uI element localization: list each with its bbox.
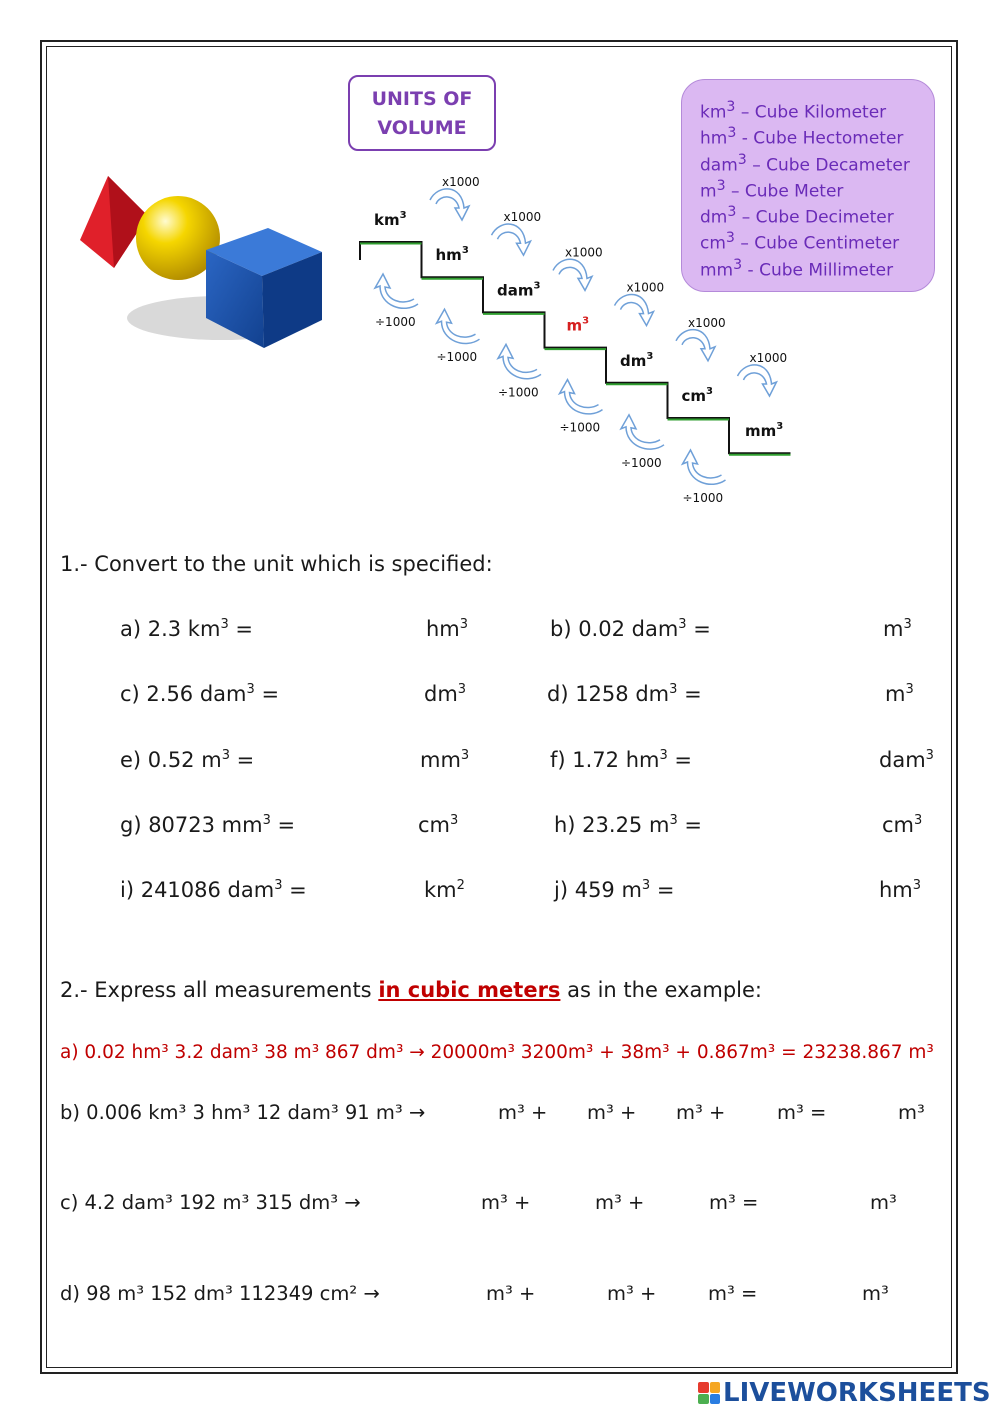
multiply-label: x1000	[503, 210, 542, 225]
brand-logo-icon	[698, 1382, 720, 1404]
exercise-b-expression: b) 0.006 km³ 3 hm³ 12 dam³ 91 m³ →	[60, 1101, 426, 1124]
target-unit: dam$^3$	[879, 748, 934, 772]
divide-arrow-icon	[683, 450, 726, 484]
section2-emphasis: in cubic meters	[378, 978, 561, 1002]
divide-arrow-icon	[437, 309, 480, 343]
target-unit: $cm^3$	[882, 813, 923, 837]
answer-b-slot: m³	[898, 1101, 925, 1124]
multiply-arrow-icon	[430, 189, 469, 220]
divide-arrow-icon	[375, 274, 418, 308]
exercise-c-expression: c) 4.2 dam³ 192 m³ 315 dm³ →	[60, 1191, 361, 1214]
conversion-question: d) 1258 $dm^3$ =	[547, 682, 702, 706]
legend-item: $mm^3$ - Cube Millimeter	[700, 256, 894, 281]
conversion-question: j) 459 $m^3$ =	[554, 878, 675, 902]
conversion-question: i) 241086 dam$^3$ =	[120, 878, 307, 902]
target-unit: $mm^3$	[420, 748, 470, 772]
target-unit: $m^3$	[885, 682, 914, 706]
brand-text: LIVEWORKSHEETS	[723, 1378, 991, 1408]
title-line-2: VOLUME	[377, 117, 467, 139]
answer-b-slot: m³ =	[777, 1101, 827, 1124]
multiply-arrow-icon	[738, 365, 777, 396]
answer-d-slot: m³ +	[486, 1282, 536, 1305]
target-unit: $cm^3$	[418, 813, 459, 837]
target-unit: $km^2$	[424, 878, 465, 902]
multiply-arrow-icon	[492, 224, 531, 255]
multiply-label: x1000	[626, 280, 665, 295]
multiply-arrow-icon	[553, 259, 592, 290]
legend-item: $hm^3$ - Cube Hectometer	[700, 125, 904, 149]
answer-c-slot: m³ +	[481, 1191, 531, 1214]
conversion-question: g) 80723 $mm^3$ =	[120, 813, 296, 837]
answer-c-slot: m³ =	[709, 1191, 759, 1214]
divide-label: ÷1000	[682, 491, 724, 505]
unit-conversion-staircase	[0, 0, 1000, 540]
conversion-question: h) 23.25 $m^3$ =	[554, 813, 702, 837]
answer-b-slot: m³ +	[587, 1101, 637, 1124]
multiply-label: x1000	[442, 175, 480, 189]
unit-label: $km^3$	[374, 210, 407, 229]
unit-label: $cm^3$	[681, 386, 713, 405]
target-unit: $hm^3$	[426, 617, 469, 641]
answer-b-slot: m³ +	[676, 1101, 726, 1124]
divide-label: ÷1000	[559, 420, 601, 435]
target-unit: $hm^3$	[879, 878, 922, 902]
multiply-arrow-icon	[676, 330, 715, 361]
divide-arrow-icon	[621, 415, 664, 449]
conversion-question: e) 0.52 $m^3$ =	[120, 748, 255, 772]
unit-label: dam$^3$	[497, 280, 541, 300]
unit-label: $hm^3$	[435, 245, 469, 265]
divide-arrow-icon	[498, 344, 541, 378]
conversion-question: f) 1.72 $hm^3$ =	[550, 748, 693, 772]
multiply-label: x1000	[688, 315, 726, 330]
target-unit: $m^3$	[883, 617, 912, 641]
unit-label: $mm^3$	[745, 421, 784, 441]
conversion-question: b) 0.02 dam$^3$ =	[550, 617, 711, 641]
multiply-label: x1000	[749, 351, 788, 365]
example-row: a) 0.02 hm³ 3.2 dam³ 38 m³ 867 dm³ → 20000m³ 3200m³ + 38m³ + 0.867m³ = 23238.867 m³	[60, 1042, 934, 1063]
answer-d-slot: m³ =	[708, 1282, 758, 1305]
legend-item: $m^3$ – Cube Meter	[700, 177, 844, 202]
divide-label: ÷1000	[621, 455, 662, 470]
unit-label: $m^3$	[566, 315, 590, 335]
legend-item: dam$^3$ – Cube Decameter	[700, 151, 910, 176]
answer-d-slot: m³	[862, 1282, 889, 1305]
divide-arrow-icon	[560, 380, 603, 414]
divide-label: ÷1000	[498, 385, 539, 400]
unit-label: $dm^3$	[620, 350, 654, 370]
multiply-arrow-icon	[615, 294, 654, 325]
target-unit: $dm^3$	[424, 682, 467, 706]
answer-b-slot: m³ +	[498, 1101, 548, 1124]
staircase-labels	[374, 175, 787, 505]
exercise-d-expression: d) 98 m³ 152 dm³ 112349 cm² →	[60, 1282, 380, 1305]
conversion-question: a) 2.3 $km^3$ =	[120, 617, 253, 641]
legend-item: $dm^3$ – Cube Decimeter	[700, 204, 894, 228]
legend-item: $km^3$ – Cube Kilometer	[700, 99, 887, 123]
legend-item: $cm^3$ – Cube Centimeter	[700, 230, 900, 255]
title-line-1: UNITS OF	[371, 88, 473, 110]
liveworksheets-brand	[698, 1378, 991, 1408]
answer-d-slot: m³ +	[607, 1282, 657, 1305]
section2-heading: 2.- Express all measurements in cubic meters as in the example:	[60, 978, 763, 1002]
answer-c-slot: m³ +	[595, 1191, 645, 1214]
multiply-label: x1000	[565, 245, 603, 260]
divide-label: ÷1000	[436, 350, 478, 365]
divide-label: ÷1000	[375, 315, 416, 329]
conversion-question: c) 2.56 dam$^3$ =	[120, 682, 280, 706]
answer-c-slot: m³	[870, 1191, 897, 1214]
section1-heading: 1.- Convert to the unit which is specified:	[60, 552, 493, 576]
